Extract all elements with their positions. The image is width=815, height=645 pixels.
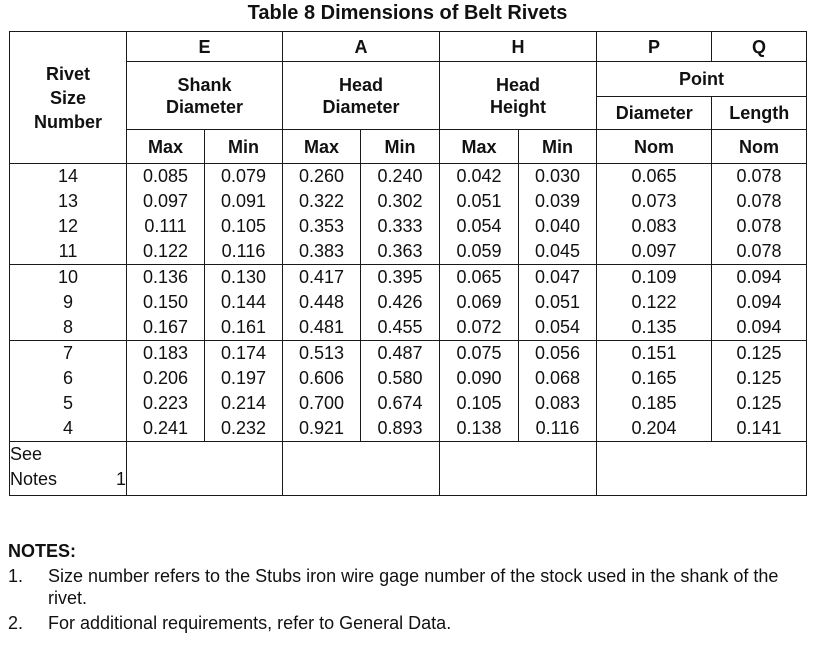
point-length-header: Length — [729, 102, 790, 123]
h-max-cell: 0.042 0.051 0.054 0.059 — [440, 164, 519, 265]
table-title: Table 8 Dimensions of Belt Rivets — [247, 2, 568, 24]
size-cell: 7 6 5 4 — [10, 341, 127, 442]
notes-section — [8, 540, 808, 634]
note-number: 2. — [8, 613, 24, 633]
p-nom-header: Nom — [597, 130, 712, 164]
h-min-cell: 0.047 0.051 0.054 — [519, 265, 597, 341]
h-min-cell: 0.056 0.068 0.083 0.116 — [519, 341, 597, 442]
letter-p: P — [597, 32, 712, 62]
q-nom-cell: 0.078 0.078 0.078 0.078 — [712, 164, 807, 265]
a-min-cell: 0.240 0.302 0.333 0.363 — [361, 164, 440, 265]
q-nom-cell: 0.094 0.094 0.094 — [712, 265, 807, 341]
size-cell: 14 13 12 11 — [10, 164, 127, 265]
a-min-cell: 0.395 0.426 0.455 — [361, 265, 440, 341]
empty-cell — [127, 442, 283, 496]
head-diameter-header: Head Diameter — [283, 62, 440, 130]
e-min-header: Min — [205, 130, 283, 164]
a-max-cell: 0.417 0.448 0.481 — [283, 265, 361, 341]
a-max-header: Max — [283, 130, 361, 164]
letter-q: Q — [712, 32, 807, 62]
p-nom-cell: 0.109 0.122 0.135 — [597, 265, 712, 341]
note-text: For additional requirements, refer to General Data. — [48, 613, 452, 633]
point-diameter-header: Diameter — [597, 96, 712, 129]
h-min-header: Min — [519, 130, 597, 164]
point-header: Point — [597, 62, 806, 96]
h-max-cell: 0.075 0.090 0.105 0.138 — [440, 341, 519, 442]
h-max-cell: 0.065 0.069 0.072 — [440, 265, 519, 341]
empty-cell — [597, 442, 807, 496]
e-max-cell: 0.183 0.206 0.223 0.241 — [127, 341, 205, 442]
head-height-header: Head Height — [440, 62, 597, 130]
e-min-cell: 0.079 0.091 0.105 0.116 — [205, 164, 283, 265]
empty-cell — [440, 442, 597, 496]
e-max-cell: 0.136 0.150 0.167 — [127, 265, 205, 341]
rivet-size-header: Rivet Size Number — [10, 32, 127, 164]
size-cell: 10 9 8 — [10, 265, 127, 341]
e-min-cell: 0.174 0.197 0.214 0.232 — [205, 341, 283, 442]
a-max-cell: 0.260 0.322 0.353 0.383 — [283, 164, 361, 265]
note-text: Size number refers to the Stubs iron wire gage number of the stock used in the shank of the rivet. — [48, 566, 779, 608]
see-notes-cell: See Notes 1 — [10, 442, 127, 496]
letter-h: H — [440, 32, 597, 62]
table-row-group — [10, 164, 807, 265]
table-row-group — [10, 341, 807, 442]
note-item — [8, 565, 808, 609]
notes-heading: NOTES: — [8, 541, 77, 561]
a-min-header: Min — [361, 130, 440, 164]
point-header-cell — [597, 62, 807, 130]
shank-diameter-header: Shank Diameter — [127, 62, 283, 130]
p-nom-cell: 0.151 0.165 0.185 0.204 — [597, 341, 712, 442]
e-max-cell: 0.085 0.097 0.111 0.122 — [127, 164, 205, 265]
see-notes-row — [10, 442, 807, 496]
h-max-header: Max — [440, 130, 519, 164]
e-max-header: Max — [127, 130, 205, 164]
letter-a: A — [283, 32, 440, 62]
e-min-cell: 0.130 0.144 0.161 — [205, 265, 283, 341]
table-row-group — [10, 265, 807, 341]
note-item — [8, 612, 808, 634]
empty-cell — [283, 442, 440, 496]
h-min-cell: 0.030 0.039 0.040 0.045 — [519, 164, 597, 265]
a-min-cell: 0.487 0.580 0.674 0.893 — [361, 341, 440, 442]
q-nom-cell: 0.125 0.125 0.125 0.141 — [712, 341, 807, 442]
note-reference: 1 — [115, 469, 126, 489]
p-nom-cell: 0.065 0.073 0.083 0.097 — [597, 164, 712, 265]
letter-e: E — [127, 32, 283, 62]
note-number: 1. — [8, 566, 24, 586]
rivet-dimensions-table — [9, 31, 807, 496]
a-max-cell: 0.513 0.606 0.700 0.921 — [283, 341, 361, 442]
q-nom-header: Nom — [712, 130, 807, 164]
